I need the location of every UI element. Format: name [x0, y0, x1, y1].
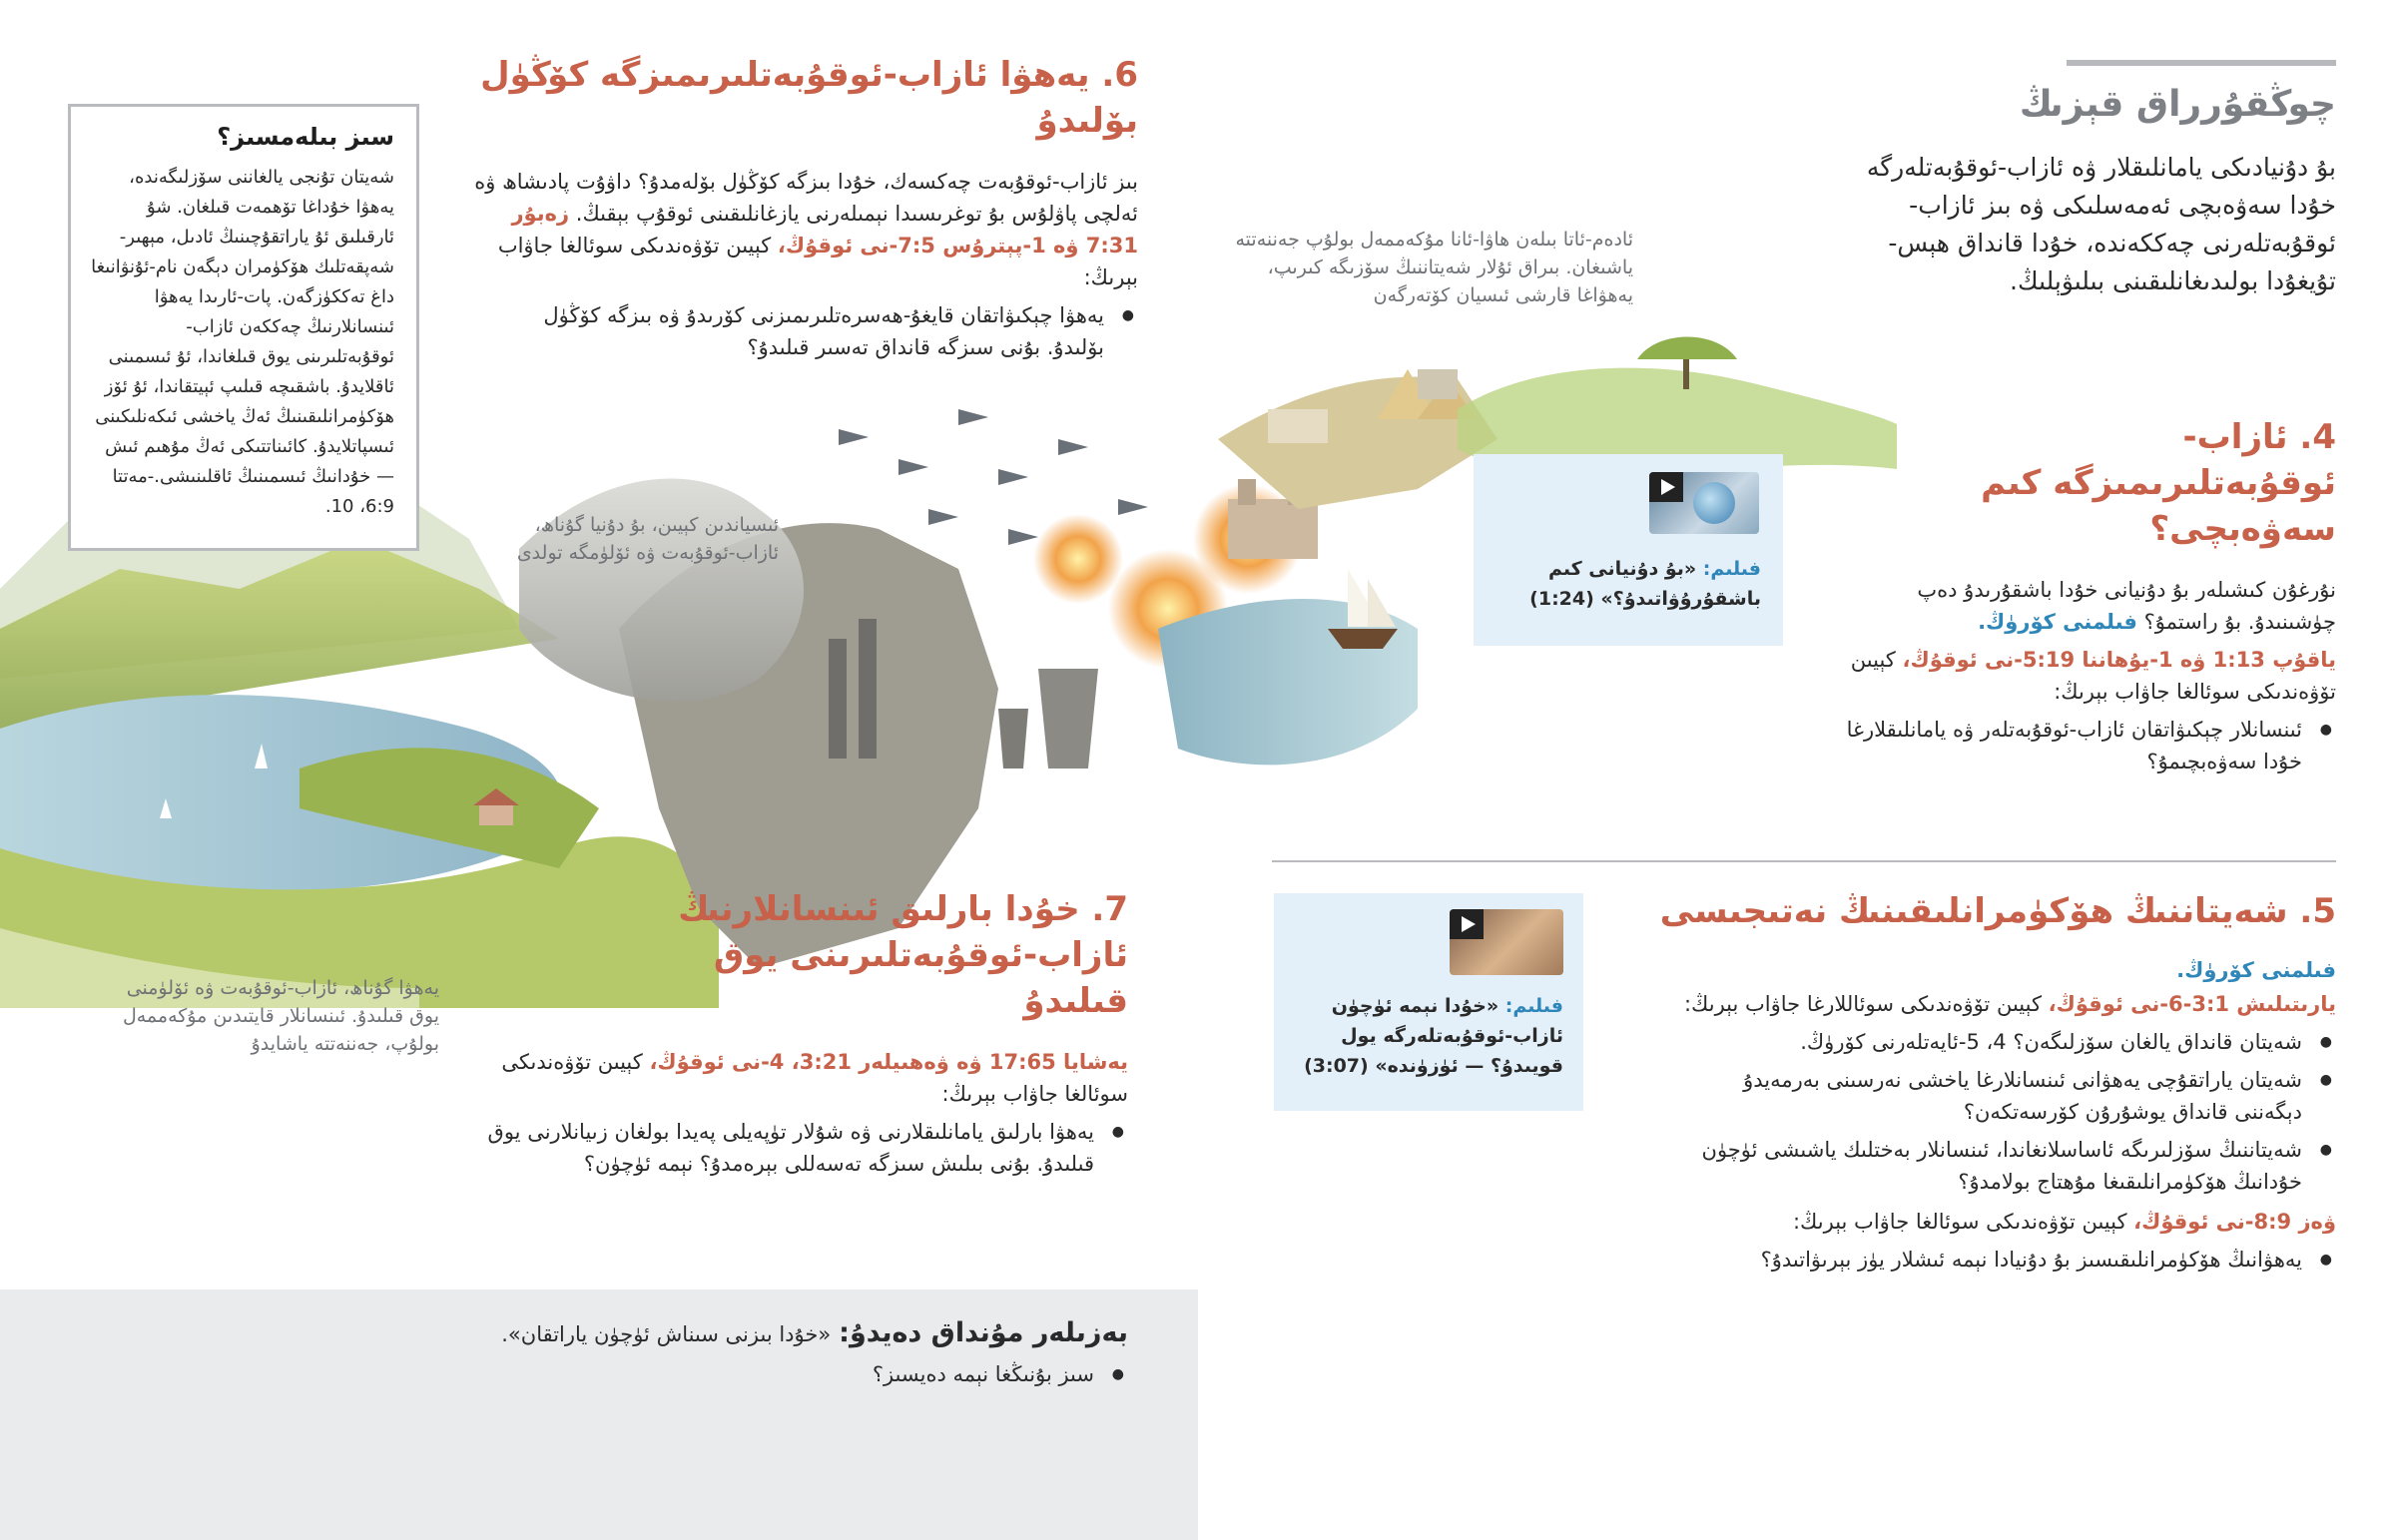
question-item: ● يەھۋا چېكىۋاتقان قايغۇ-ھەسرەتلىرىمىزنى كۆرىدۇ ۋە بىزگە كۆڭۈل بۆلىدۇ. بۇنى سىزگە قانداق تەسىر قىلىدۇ؟ — [505, 299, 1104, 363]
intro-section — [1827, 60, 2336, 300]
section-5-questions-1 — [1697, 1026, 2336, 1198]
section-6-p1-text: بىز ئازاب-ئوقۇبەت چەكسەك، خۇدا بىزگە كۆڭۈل بۆلەمدۇ؟ داۋۇت پادىشاھ ۋە ئەلچى پاۋلۇس بۇ توغرىسىدا نېمىلەرنى يازغانلىقىنى ئوقۇپ بېقىڭ. — [474, 170, 1138, 226]
question-item: ● سىز بۇنىڭغا نېمە دەيسىز؟ — [230, 1358, 1094, 1390]
did-you-know-title: سىز بىلەمسىز؟ — [217, 123, 394, 151]
intro-text: بۇ دۇنيادىكى يامانلىقلار ۋە ئازاب-ئوقۇبەتلەرگە خۇدا سەۋەبچى ئەمەسلىكى ۋە بىز ئازاب-ئوقۇبەتلەرنى چەككەندە، خۇدا قانداق ھېس-تۇيغۇدا بولىدىغانلىقىنى بىلىۋېلىڭ. — [1866, 153, 2336, 295]
section-7-p1 — [469, 1046, 1128, 1110]
section-6-questions — [505, 299, 1138, 363]
section-6 — [459, 52, 1138, 369]
section-5-scripture-ref-2[interactable]: ۋەز 8:9-نى ئوقۇڭ، — [2133, 1210, 2336, 1234]
caption-bottom: يەھۋا گۇناھ، ئازاب-ئوقۇبەت ۋە ئۆلۈمنى يوق قىلىدۇ. ئىنسانلار قايتىدىن مۇكەممەل بولۇپ، جەننەتتە ياشايدۇ — [122, 977, 439, 1055]
section-5-questions-2 — [1637, 1244, 2336, 1276]
film-1-caption — [1492, 554, 1761, 614]
film-1-label: فىلىم: — [1702, 558, 1761, 580]
others-say-questions — [230, 1358, 1128, 1390]
section-7-scripture-ref[interactable]: يەشايا 17:65 ۋە ۋەھىيلەر 3:21، 4-نى ئوقۇڭ، — [649, 1050, 1128, 1074]
section-4-p1-text: نۇرغۇن كىشىلەر بۇ دۇنيانى خۇدا باشقۇرىدۇ دەپ چۈشىنىدۇ. بۇ راستمۇ؟ — [1917, 578, 2336, 634]
others-say-content — [230, 1315, 1128, 1396]
section-7-p1-text: كېيىن تۆۋەندىكى سوئالغا جاۋاب بېرىڭ: — [501, 1050, 1128, 1106]
film-1-title: «بۇ دۇنيانى كىم باشقۇرۇۋاتىدۇ؟» (1:24) — [1529, 558, 1761, 610]
film-2-caption — [1294, 991, 1563, 1081]
section-4-p1 — [1827, 574, 2336, 638]
play-icon[interactable] — [1450, 909, 1484, 939]
others-say-panel — [0, 1289, 1198, 1540]
did-you-know-text: شەيتان تۇنجى يالغاننى سۆزلىگەندە، يەھۋا خۇداغا تۆھمەت قىلغان. شۇ ئارقىلىق ئۇ ياراتقۇچىنىڭ ئادىل، مېھىر-شەپقەتلىك ھۆكۈمران دېگەن نام-ئۇنۋانىغا داغ تەككۈزگەن. پات-ئارىدا يەھۋا ئىنسانلارنىڭ چەككەن ئازاب-ئوقۇبەتلىرىنى يوق قىلغاندا، ئۇ ئىسمىنى ئاقلايدۇ. باشقىچە قىلىپ ئېيتقاندا، ئۇ ئۆز ھۆكۈمرانلىقىنىڭ ئەڭ ياخشى ئىكەنلىكىنى ئىسپاتلايدۇ. كائىناتتىكى ئەڭ مۇھىم ئىش — خۇدانىڭ ئىسمىنىڭ ئاقلىنىشى.-مەتتا 6:9، 10. — [91, 167, 394, 517]
did-you-know-box — [68, 104, 419, 551]
section-4-title: 4. ئازاب-ئوقۇبەتلىرىمىزگە كىم سەۋەبچى؟ — [1981, 417, 2336, 549]
section-7-title: 7. خۇدا بارلىق ئىنسانلارنىڭ ئازاب-ئوقۇبەتلىرىنى يوق قىلىدۇ — [678, 889, 1128, 1021]
section-4-p2-text: كېيىن تۆۋەندىكى سوئالغا جاۋاب بېرىڭ: — [1850, 648, 2336, 704]
film-thumbnail[interactable] — [1450, 909, 1563, 975]
section-5-film-link-line — [1637, 954, 2336, 986]
section-5-film-link[interactable]: فىلمنى كۆرۈڭ. — [2176, 958, 2336, 982]
section-7-questions — [475, 1116, 1128, 1180]
section-5-p2 — [1637, 1206, 2336, 1238]
section-4-questions — [1827, 714, 2336, 777]
section-6-scripture-ref[interactable]: زەبۇر 7:31 ۋە 1-پېترۇس 7:5-نى ئوقۇڭ، — [511, 202, 1138, 257]
section-6-p1-tail: كېيىن تۆۋەندىكى سوئالغا جاۋاب بېرىڭ: — [497, 234, 1138, 289]
film-2-title: «خۇدا نېمە ئۈچۈن ئازاب-ئوقۇبەتلەرگە يول قويىدۇ؟ — ئۈزۈندە» (3:07) — [1304, 995, 1563, 1077]
question-item: ● شەيتاننىڭ سۆزلىرىگە ئاساسلانغاندا، ئىنسانلار بەختلىك ياشىشى ئۈچۈن خۇدانىڭ ھۆكۈمرانلىقىغا مۇھتاج بولامدۇ؟ — [1697, 1134, 2302, 1198]
section-6-title: 6. يەھۋا ئازاب-ئوقۇبەتلىرىمىزگە كۆڭۈل بۆلىدۇ — [480, 55, 1138, 141]
section-4-scripture-ref[interactable]: ياقۇپ 1:13 ۋە 1-يۇھاننا 5:19-نى ئوقۇڭ، — [1902, 648, 2336, 672]
question-item: ● شەيتان قانداق يالغان سۆزلىگەن؟ 4، 5-ئايەتلەرنى كۆرۈڭ. — [1697, 1026, 2302, 1058]
section-4-p2 — [1827, 644, 2336, 708]
others-say-label: بەزىلەر مۇنداق دەيدۇ: — [839, 1317, 1128, 1348]
question-item: ● يەھۋا بارلىق يامانلىقلارنى ۋە شۇلار تۈپەيلى پەيدا بولغان زىيانلارنى يوق قىلىدۇ. بۇنى بىلىش سىزگە تەسەللى بېرەمدۇ؟ نېمە ئۈچۈن؟ — [475, 1116, 1094, 1180]
caption-middle: ئىسياندىن كېيىن، بۇ دۇنيا گۇناھ، ئازاب-ئوقۇبەت ۋە ئۆلۈمگە تولدى — [516, 514, 779, 564]
section-4 — [1827, 414, 2336, 783]
section-5-scripture-ref[interactable]: يارىتىلىش 3:1-6-نى ئوقۇڭ، — [2048, 992, 2336, 1016]
section-4-film-link[interactable]: فىلمنى كۆرۈڭ. — [1978, 610, 2137, 634]
film-box-1[interactable] — [1474, 454, 1783, 646]
globe-icon — [1693, 482, 1735, 524]
others-say-quote: «خۇدا بىزنى سىناش ئۈچۈن ياراتقان». — [501, 1322, 832, 1346]
intro-heading: چوڭقۇرراق قېزىڭ — [2019, 84, 2336, 125]
section-6-p1 — [459, 166, 1138, 293]
film-thumbnail[interactable] — [1649, 472, 1759, 534]
film-box-2[interactable] — [1274, 893, 1583, 1111]
others-say-line — [230, 1315, 1128, 1352]
question-item: ● ئىنسانلار چېكىۋاتقان ئازاب-ئوقۇبەتلەر ۋە يامانلىقلارغا خۇدا سەۋەبچىمۇ؟ — [1827, 714, 2302, 777]
section-7 — [469, 886, 1128, 1186]
section-5-p1-text: كېيىن تۆۋەندىكى سوئاللارغا جاۋاب بېرىڭ: — [1683, 992, 2042, 1016]
film-2-label: فىلىم: — [1504, 995, 1563, 1017]
question-item: ● شەيتان ياراتقۇچى يەھۋانى ئىنسانلارغا ياخشى نەرسىنى بەرمەيدۇ دېگەننى قانداق يوشۇرۇن كۆرسەتكەن؟ — [1697, 1064, 2302, 1128]
caption-top: ئادەم-ئاتا بىلەن ھاۋا-ئانا مۇكەممەل بولۇپ جەننەتتە ياشىغان. بىراق ئۇلار شەيتاننىڭ سۆزىگە كىرىپ، يەھۋاغا قارشى ئىسيان كۆتەرگەن — [1235, 229, 1633, 306]
intro-rule — [2067, 60, 2336, 66]
section-5-p2-text: كېيىن تۆۋەندىكى سوئالغا جاۋاب بېرىڭ: — [1792, 1210, 2127, 1234]
question-item: ● يەھۋانىڭ ھۆكۈمرانلىقىسىز بۇ دۇنيادا نېمە ئىشلار يۈز بېرىۋاتىدۇ؟ — [1637, 1244, 2302, 1276]
play-icon[interactable] — [1649, 472, 1683, 502]
section-5 — [1637, 888, 2336, 1282]
section-divider — [1272, 860, 2336, 862]
section-5-title: 5. شەيتاننىڭ ھۆكۈمرانلىقىنىڭ نەتىجىسى — [1659, 891, 2336, 931]
